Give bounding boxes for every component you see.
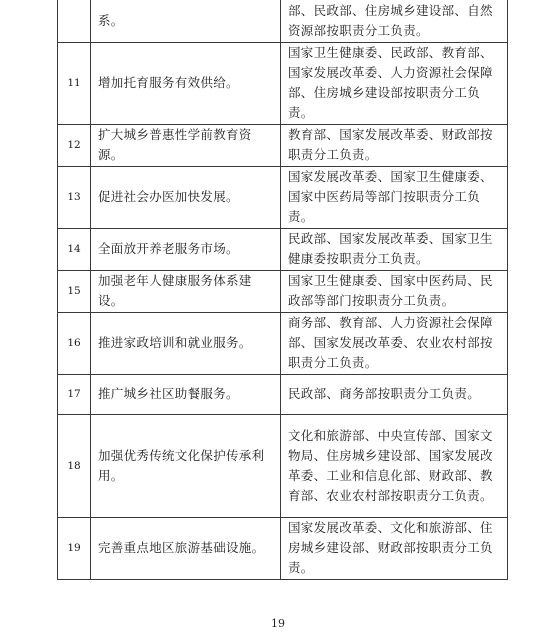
- table-row: [58, 374, 508, 414]
- row-number: 18: [58, 414, 91, 517]
- task-item: 推广城乡社区助餐服务。: [91, 374, 281, 414]
- table-body: [58, 0, 508, 579]
- responsible-departments: 国家卫生健康委、民政部、教育部、国家发展改革委、人力资源社会保障部、住房城乡建设部按职责分工负责。: [281, 42, 508, 124]
- table-row: [58, 312, 508, 374]
- task-item: 全面放开养老服务市场。: [91, 228, 281, 270]
- row-number: 16: [58, 312, 91, 374]
- responsible-departments: 国家发展改革委、国家卫生健康委、国家中医药局等部门按职责分工负责。: [281, 166, 508, 228]
- row-number: 14: [58, 228, 91, 270]
- row-number: 11: [58, 42, 91, 124]
- page-number: 19: [271, 617, 285, 630]
- table-row: [58, 0, 508, 42]
- responsible-departments: 部、民政部、住房城乡建设部、自然资源部按职责分工负责。: [281, 0, 508, 42]
- table-row: [58, 166, 508, 228]
- responsible-departments: 民政部、国家发展改革委、国家卫生健康委按职责分工负责。: [281, 228, 508, 270]
- task-item: 扩大城乡普惠性学前教育资源。: [91, 124, 281, 166]
- row-number: 19: [58, 517, 91, 579]
- responsible-departments: 国家发展改革委、文化和旅游部、住房城乡建设部、财政部按职责分工负责。: [281, 517, 508, 579]
- responsible-departments: 文化和旅游部、中央宣传部、国家文物局、住房城乡建设部、国家发展改革委、工业和信息化部、财政部、教育部、农业农村部按职责分工负责。: [281, 414, 508, 517]
- table-row: [58, 228, 508, 270]
- table-row: [58, 414, 508, 517]
- row-number: 12: [58, 124, 91, 166]
- table-row: [58, 270, 508, 312]
- responsible-departments: 民政部、商务部按职责分工负责。: [281, 374, 508, 414]
- task-item: 完善重点地区旅游基础设施。: [91, 517, 281, 579]
- responsible-departments: 国家卫生健康委、国家中医药局、民政部等部门按职责分工负责。: [281, 270, 508, 312]
- task-item: 促进社会办医加快发展。: [91, 166, 281, 228]
- table-row: [58, 517, 508, 579]
- row-number: 17: [58, 374, 91, 414]
- row-number: 13: [58, 166, 91, 228]
- row-number: 15: [58, 270, 91, 312]
- task-item: 增加托育服务有效供给。: [91, 42, 281, 124]
- responsible-departments: 商务部、教育部、人力资源社会保障部、国家发展改革委、农业农村部按职责分工负责。: [281, 312, 508, 374]
- task-item: 推进家政培训和就业服务。: [91, 312, 281, 374]
- row-number: [58, 0, 91, 42]
- table-row: [58, 42, 508, 124]
- task-item: 系。: [91, 0, 281, 42]
- task-item: 加强优秀传统文化保护传承利用。: [91, 414, 281, 517]
- task-item: 加强老年人健康服务体系建设。: [91, 270, 281, 312]
- responsible-departments: 教育部、国家发展改革委、财政部按职责分工负责。: [281, 124, 508, 166]
- table-row: [58, 124, 508, 166]
- responsibility-table: [57, 0, 508, 580]
